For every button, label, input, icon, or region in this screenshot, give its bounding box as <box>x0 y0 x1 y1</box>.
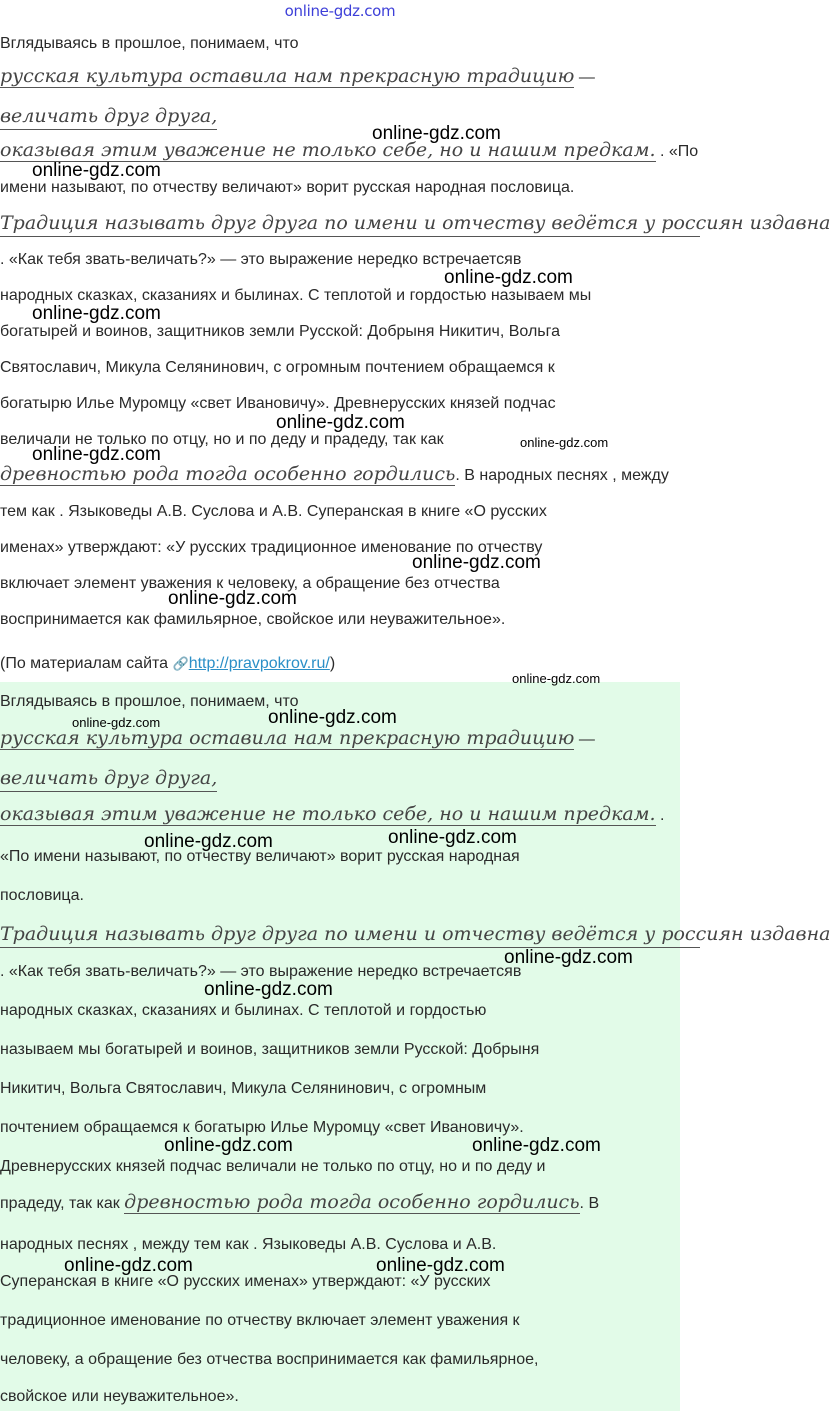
paragraph-line: человеку, а обращение без отчества воспринимается как фамильярное, <box>0 1351 539 1368</box>
watermark: online-gdz.com <box>204 979 333 1000</box>
watermark: online-gdz.com <box>32 160 161 181</box>
paragraph-line: Святославич, Микула Селянинович, с огромным почтением обращаемся к <box>0 359 555 376</box>
paragraph-line: пословица. <box>0 887 84 904</box>
paragraph-line: . «Как тебя звать-величать?» — это выражение нередко встречаетсяв <box>0 963 522 980</box>
handwritten-insert: русская культура оставила нам прекрасную традицию <box>0 727 575 749</box>
paragraph-line: Суперанская в книге «О русских именах» утверждают: «У русских <box>0 1273 491 1290</box>
source-line: (По материалам сайта 🔗http://pravpokrov.ru/) <box>0 655 336 672</box>
site-header[interactable]: online-gdz.com <box>284 2 396 20</box>
link-icon: 🔗 <box>172 656 189 671</box>
paragraph-line: древностью рода тогда особенно гордились. В народных песнях , между <box>0 463 669 485</box>
watermark: online-gdz.com <box>472 1135 601 1156</box>
paragraph-line: имени называют, по отчеству величают» ворит русская народная пословица. <box>0 179 575 196</box>
paragraph-line: богатырю Илье Муромцу «свет Ивановичу». Древнерусских князей подчас <box>0 395 556 412</box>
paragraph-line: традиционное именование по отчеству включает элемент уважения к <box>0 1312 520 1329</box>
paragraph-line: свойское или неуважительное». <box>0 1388 239 1405</box>
dash: — <box>574 69 595 86</box>
text-block-corrected <box>0 682 830 1411</box>
handwritten-insert: древностью рода тогда особенно гордились <box>0 463 456 485</box>
handwritten-insert: оказывая этим уважение не только себе, но и нашим предкам. <box>0 803 656 825</box>
paragraph-line: включает элемент уважения к человеку, а обращение без отчества <box>0 575 500 592</box>
watermark: online-gdz.com <box>520 435 609 450</box>
paragraph-line: русская культура оставила нам прекрасную традицию — <box>0 727 595 749</box>
paragraph-line: народных сказках, сказаниях и былинах. С теплотой и гордостью называем мы <box>0 287 592 304</box>
paragraph-line: оказывая этим уважение не только себе, но и нашим предкам. . «По <box>0 139 699 161</box>
paragraph-line: . «Как тебя звать-величать?» — это выражение нередко встречаетсяв <box>0 251 522 268</box>
paragraph-line: Древнерусских князей подчас величали не только по отцу, но и по деду и <box>0 1158 546 1175</box>
handwritten-insert: оказывая этим уважение не только себе, но и нашим предкам. <box>0 139 656 161</box>
watermark: online-gdz.com <box>444 267 573 288</box>
watermark: online-gdz.com <box>504 947 633 968</box>
watermark: online-gdz.com <box>268 707 397 728</box>
paragraph-line: народных песнях , между тем как . Языковеды А.В. Суслова и А.В. <box>0 1236 497 1253</box>
source-link[interactable]: http://pravpokrov.ru/ <box>188 655 330 672</box>
paragraph-line: оказывая этим уважение не только себе, но и нашим предкам. . <box>0 803 665 825</box>
paragraph-line: Вглядываясь в прошлое, понимаем, что <box>0 35 299 52</box>
paragraph-line <box>0 66 595 88</box>
handwritten-insert: древностью рода тогда особенно гордились <box>124 1191 580 1213</box>
paragraph-line: «По имени называют, по отчеству величают» ворит русская народная <box>0 848 520 865</box>
watermark: online-gdz.com <box>412 552 541 573</box>
watermark: online-gdz.com <box>276 412 405 433</box>
paragraph-line: народных сказках, сказаниях и былинах. С теплотой и гордостью <box>0 1002 487 1019</box>
handwritten-insert: величать друг друга, <box>0 766 217 792</box>
paragraph-line: почтением обращаемся к богатырю Илье Муромцу «свет Ивановичу». <box>0 1119 524 1136</box>
handwritten-insert: Традиция называть друг друга по имени и отчеству ведётся у россиян издавна <box>0 211 700 237</box>
watermark: online-gdz.com <box>164 1135 293 1156</box>
watermark: online-gdz.com <box>72 715 161 730</box>
paragraph-line: тем как . Языковеды А.В. Суслова и А.В. Суперанская в книге «О русских <box>0 503 547 520</box>
paragraph-line: называем мы богатырей и воинов, защитников земли Русской: Добрыня <box>0 1041 540 1058</box>
paragraph-line: величали не только по отцу, но и по деду и прадеду, так как <box>0 431 444 448</box>
watermark: online-gdz.com <box>372 123 501 144</box>
paragraph-line: Вглядываясь в прошлое, понимаем, что <box>0 693 299 710</box>
watermark: online-gdz.com <box>512 671 601 686</box>
handwritten-insert: величать друг друга, <box>0 104 217 130</box>
handwritten-insert: Традиция называть друг друга по имени и отчеству ведётся у россиян издавна <box>0 922 700 948</box>
watermark: online-gdz.com <box>388 827 517 848</box>
handwritten-insert: русская культура оставила нам прекрасную традицию <box>0 65 575 87</box>
watermark: online-gdz.com <box>64 1255 193 1276</box>
watermark: online-gdz.com <box>168 588 297 609</box>
watermark: online-gdz.com <box>32 444 161 465</box>
paragraph-line: воспринимается как фамильярное, свойское или неуважительное». <box>0 611 506 628</box>
paragraph-line: Никитич, Вольга Святославич, Микула Селянинович, с огромным <box>0 1080 487 1097</box>
watermark: online-gdz.com <box>144 831 273 852</box>
watermark: online-gdz.com <box>376 1255 505 1276</box>
paragraph-line: богатырей и воинов, защитников земли Русской: Добрыня Никитич, Вольга <box>0 323 561 340</box>
watermark: online-gdz.com <box>32 303 161 324</box>
paragraph-line: именах» утверждают: «У русских традиционное именование по отчеству <box>0 539 543 556</box>
paragraph-line: прадеду, так как древностью рода тогда особенно гордились. В <box>0 1191 600 1213</box>
